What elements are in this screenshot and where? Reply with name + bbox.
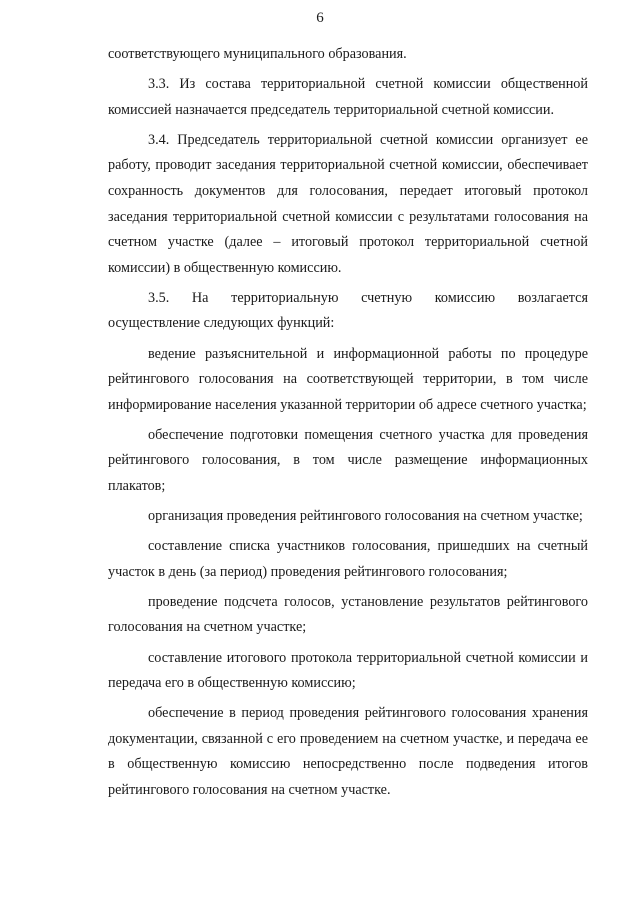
paragraph-3-3: 3.3. Из состава территориальной счетной комиссии общественной комиссией назначается председатель территориальной счетной комиссии.	[108, 76, 588, 118]
function-item: составление списка участников голосования, пришедших на счетный участок в день (за период) проведения рейтингового голосования;	[108, 538, 588, 580]
document-body	[108, 42, 588, 808]
paragraph-continuation: соответствующего муниципального образования.	[108, 46, 407, 62]
function-item: составление итогового протокола территориальной счетной комиссии и передача его в общественную комиссию;	[108, 649, 588, 692]
function-item: проведение подсчета голосов, установление результатов рейтингового голосования на счетном участке;	[108, 593, 588, 636]
paragraph-3-5: 3.5. На территориальную счетную комиссию возлагается осуществление следующих функций:	[108, 289, 588, 332]
paragraph-3-4: 3.4. Председатель территориальной счетной комиссии организует ее работу, проводит заседания территориальной счетной комиссии, обеспечивает сохранность документов для голосования, передает итоговый протокол заседания территориальной счетной комиссии с результатами голосования на счетном участке (далее – итоговый протокол территориальной счетной комиссии) в общественную комиссию.	[108, 131, 588, 276]
page-number: 6	[316, 10, 324, 26]
function-item: ведение разъяснительной и информационной работы по процедуре рейтингового голосования на соответствующей территории, в том числе информирование населения указанной территории об адресе счетного участка;	[108, 345, 588, 413]
function-item: обеспечение подготовки помещения счетного участка для проведения рейтингового голосования, в том числе размещение информационных плакатов;	[108, 426, 588, 494]
function-item: обеспечение в период проведения рейтингового голосования хранения документации, связанной с его проведением на счетном участке, и передача ее в общественную комиссию непосредственно после подведения итогов рейтингового голосования на счетном участке.	[108, 705, 588, 799]
function-item: организация проведения рейтингового голосования на счетном участке;	[148, 508, 583, 525]
